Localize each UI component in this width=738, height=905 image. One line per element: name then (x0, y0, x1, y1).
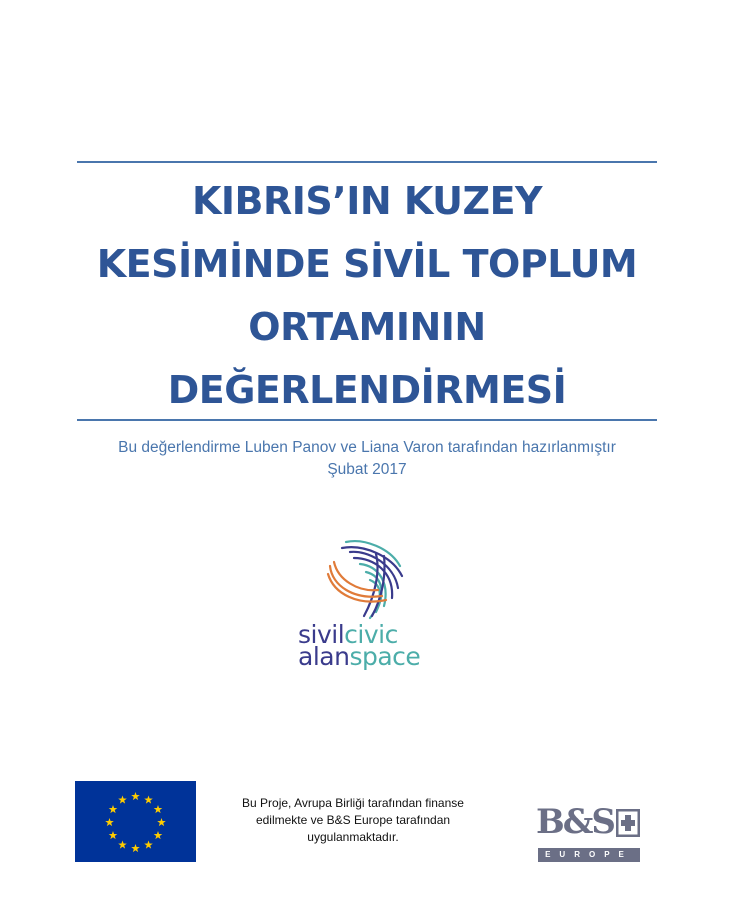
funding-line: Bu Proje, Avrupa Birliği tarafından finanse (242, 796, 464, 810)
logo-word-alan: alan (298, 642, 350, 671)
eu-stars-icon (75, 781, 196, 862)
funding-line: edilmekte ve B&S Europe tarafından (255, 813, 451, 827)
funding-line: uygulanmaktadır. (307, 830, 399, 844)
bs-logo-text: B&S (536, 802, 614, 842)
eu-flag-icon (75, 781, 196, 862)
authors-line: Bu değerlendirme Luben Panov ve Liana Varon tarafından hazırlanmıştır (118, 439, 616, 456)
swirl-icon (324, 536, 414, 622)
logo-word-sivil: sivil (298, 620, 345, 649)
bottom-divider (77, 419, 657, 421)
logo-word-civic: civic (344, 620, 398, 649)
date-line: Şubat 2017 (327, 461, 407, 478)
title-line: ORTAMININ (248, 305, 486, 349)
civic-space-logo (294, 536, 444, 676)
funding-statement (218, 795, 488, 846)
title-line: KESİMİNDE SİVİL TOPLUM (96, 242, 638, 286)
title-line: KIBRIS’IN KUZEY (191, 179, 543, 223)
cross-badge-icon (616, 809, 640, 837)
document-subtitle (60, 437, 674, 481)
logo-word-space: space (349, 642, 421, 671)
bs-europe-logo (536, 802, 642, 864)
bs-logo-subtitle: EUROPE (538, 848, 640, 862)
title-line: DEĞERLENDİRMESİ (167, 368, 567, 412)
document-title (60, 170, 674, 422)
top-divider (77, 161, 657, 163)
logo-wordmark-bottom (298, 644, 420, 669)
